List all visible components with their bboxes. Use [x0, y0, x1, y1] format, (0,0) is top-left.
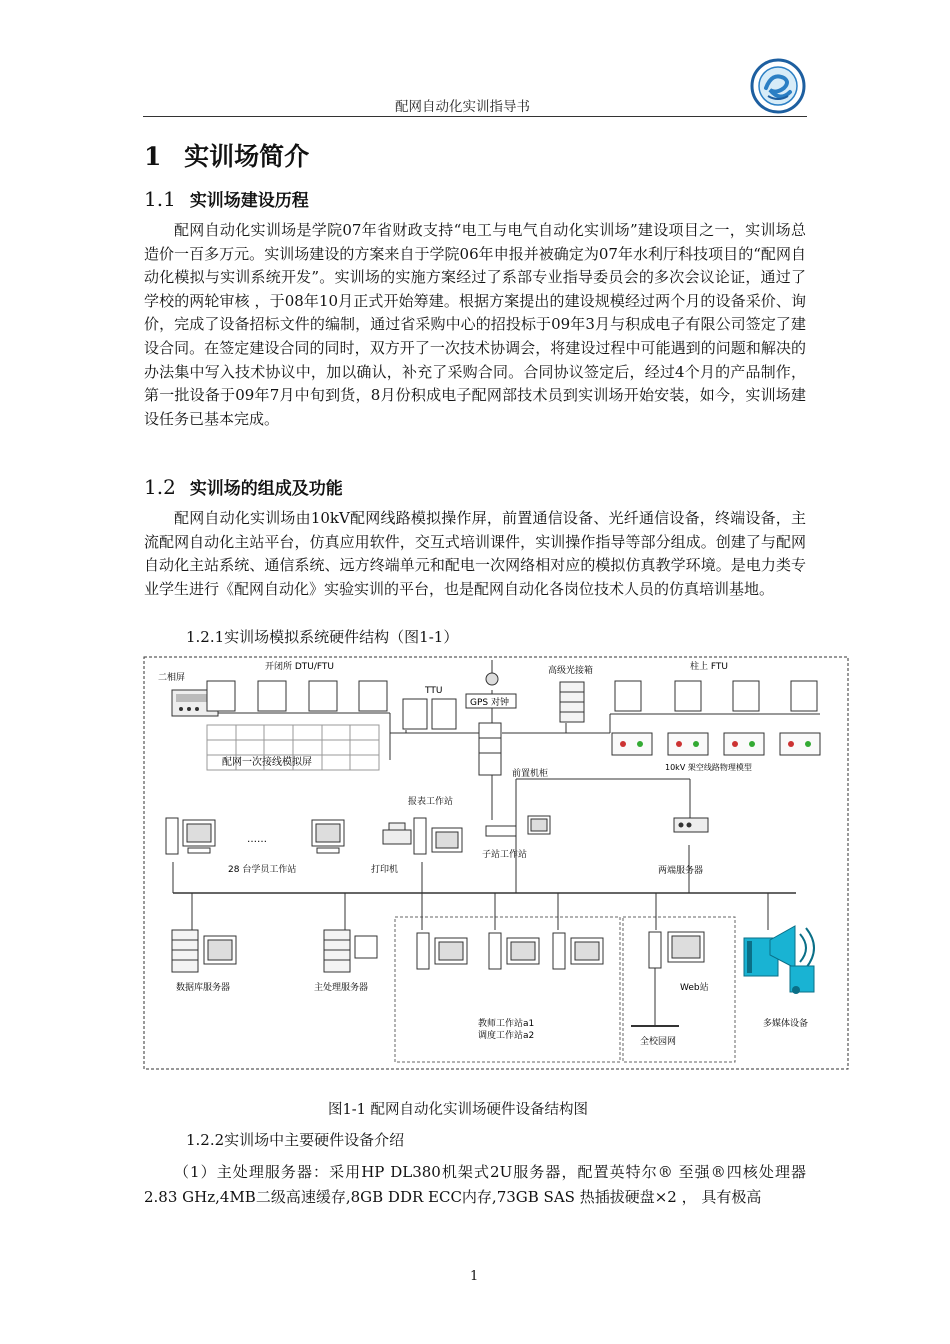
page-number: 1 — [470, 1269, 479, 1284]
dtu-ftu-units — [207, 681, 387, 711]
section-title: 实训场的组成及功能 — [189, 479, 343, 499]
figure-border — [144, 657, 848, 1069]
report-workstation — [414, 818, 462, 854]
label-gps: GPS 对钟 — [470, 698, 509, 708]
label-db-server: 数据库服务器 — [176, 983, 231, 993]
subsection-1-2-1: 1.2.1实训场模拟系统硬件结构（图1-1） — [186, 628, 459, 646]
database-server-device — [172, 930, 236, 972]
substation-workstation — [486, 816, 550, 836]
student-workstation-left — [166, 818, 215, 854]
label-web-server: 两端服务器 — [658, 866, 704, 876]
label-main-server: 主处理服务器 — [314, 983, 369, 993]
label-qianzhi: 前置机柜 — [512, 769, 549, 779]
label-teacher-ws: 教师工作站a1 调度工作站a2 — [478, 1019, 535, 1041]
chapter-title: 实训场简介 — [184, 142, 310, 171]
label-campus-net: 全校园网 — [640, 1037, 677, 1047]
web-workstation — [649, 932, 704, 968]
figure-caption: 图1-1 配网自动化实训场硬件设备结构图 — [328, 1102, 588, 1118]
paragraph-history: 配网自动化实训场是学院07年省财政支持“电工与电气自动化实训场”建设项目之一，实训场总造价一百多万元。实训场建设的方案来自于学院06年申报并被确定为07年水利厅科技项目的“配网自动化模拟与实训系统开发”。实训场的实施方案经过了系部专业指导委员会的多次会议论证，通过了学校的两轮审核 ，于08年10月正式开始筹建。根据方案提出的建设规模经过两个月的设备采价、询价，完成了设备招标文件的编制，通过省采购中心的招投标于09年3月与积成电子有限公司签定了建设合同。在签定建设合同的同时，双方开了一次技术协调会，将建设过程中可能遇到的问题和解决的办法集中写入技术协议中，加以确认，补充了采购合同。合同协议签定后，经过4个月的产品制作，第一批设备于09年7月中旬到货，8月份积成电子配网部技术员到实训场开始安装，如今，实训场建设任务已基本完成。 — [144, 221, 806, 428]
label-web-ws: Web站 — [680, 983, 709, 993]
section-number: 1.1 — [144, 187, 176, 211]
section-title: 实训场建设历程 — [189, 191, 309, 211]
label-ttu: TTU — [425, 686, 443, 696]
gps-antenna-icon — [486, 660, 498, 685]
running-header: 配网自动化实训指导书 — [395, 99, 530, 115]
paragraph-composition: 配网自动化实训场由10kV配网线路模拟操作屏，前置通信设备、光纤通信设备，终端设备，主流配网自动化主站平台，仿真应用软件，交互式培训课件，实训操作指导等部分组成。创建了与配网自动化主站系统、通信系统、远方终端单元和配电一次网络相对应的模拟仿真教学环境。是电力类专业学生进行《配网自动化》实验实训的平台，也是配网自动化各岗位技术人员的仿真培训基地。 — [144, 509, 806, 598]
label-optical: 高级光接箱 — [548, 666, 594, 676]
label-er-mian: 二相屏 — [158, 673, 186, 683]
multimedia-icon — [744, 926, 814, 994]
label-multimedia: 多媒体设备 — [763, 1019, 809, 1029]
front-end-cabinet — [479, 723, 501, 775]
label-line-model: 10kV 架空线路物理模型 — [665, 763, 752, 772]
label-zizhan: 子站工作站 — [482, 850, 528, 860]
chapter-number: 1 — [144, 142, 162, 171]
section-number: 1.2 — [144, 475, 176, 499]
subsection-1-2-2: 1.2.2实训场中主要硬件设备介绍 — [186, 1131, 405, 1149]
main-server-device — [324, 930, 377, 972]
label-baobiao: 报表工作站 — [408, 797, 454, 807]
web-server-device — [674, 818, 708, 832]
label-board: 配网一次接线模拟屏 — [222, 757, 312, 768]
label-zhushang: 柱上 FTU — [690, 662, 728, 672]
optical-rack — [560, 682, 584, 722]
paragraph-main-server: （1）主处理服务器：采用HP DL380机架式2U服务器，配置英特尔® 至强®四核处理器 2.83 GHz,4MB二级高速缓存,8GB DDR ECC内存,73GB SAS 热插拔硬盘×2 ， 具有极高 — [144, 1163, 806, 1206]
student-workstation-right — [312, 820, 344, 853]
label-printer: 打印机 — [371, 865, 399, 875]
printer-icon — [383, 823, 411, 844]
label-kaibi: 开闭所 DTU/FTU — [265, 662, 335, 672]
pole-ftu-units — [615, 681, 817, 711]
label-student-ws: 28 台学员工作站 — [228, 865, 297, 875]
ttu-units — [403, 699, 456, 729]
teacher-workstations — [417, 933, 603, 969]
label-dots: …… — [247, 834, 267, 845]
